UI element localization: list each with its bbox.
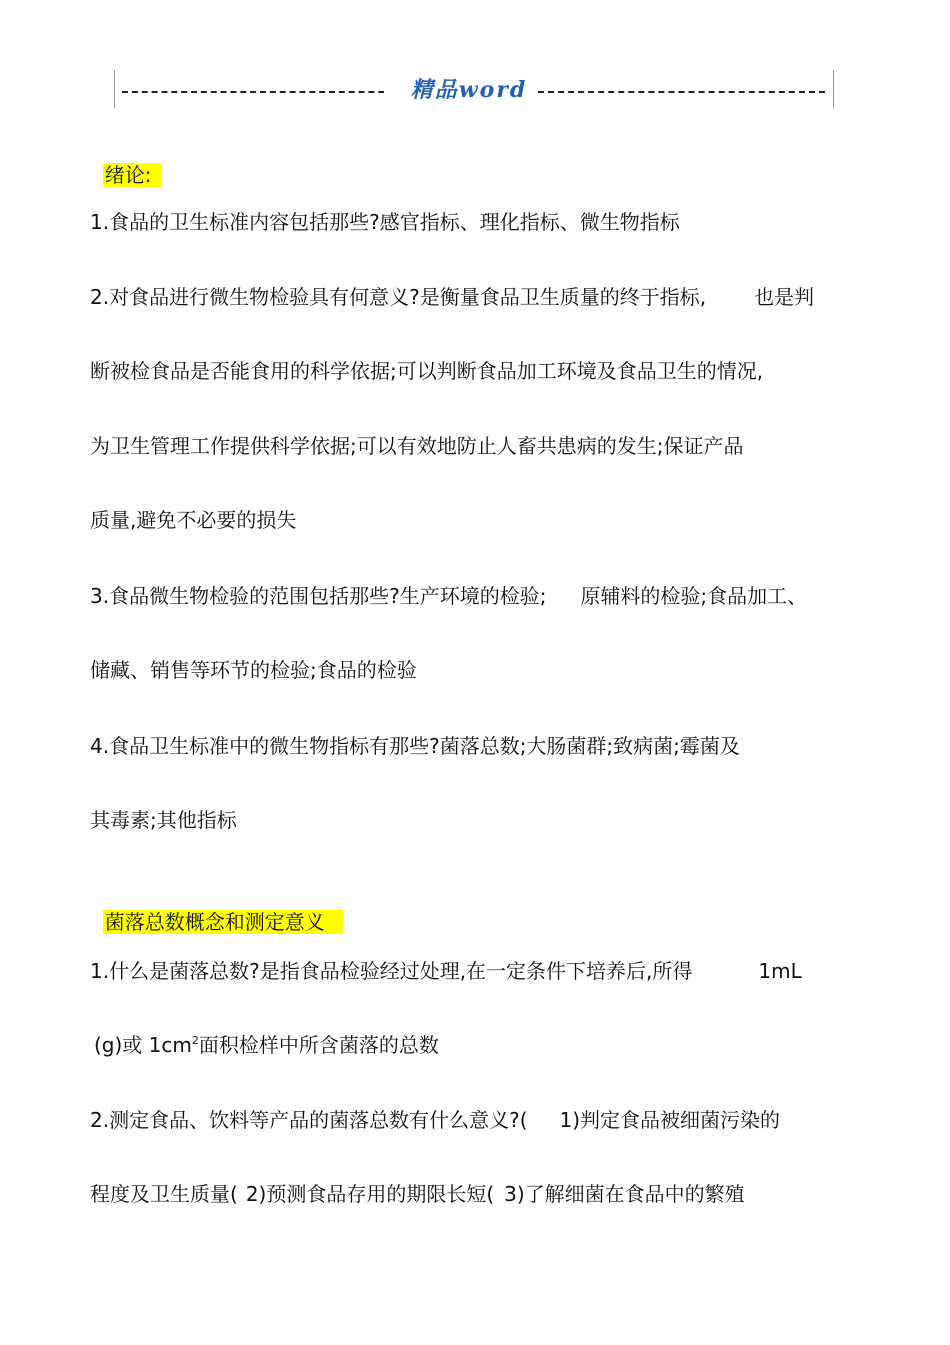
paragraph-line	[90, 283, 814, 311]
header-left-bar	[114, 70, 115, 108]
highlighted-heading: 绪论:	[103, 163, 162, 187]
text-segment: 1mL	[758, 959, 802, 983]
text-segment: 2)预测食品存用的期限长短(	[245, 1182, 495, 1206]
text-segment: 2.对食品进行微生物检验具有何意义?是衡量食品卫生质量的终于指标,	[90, 285, 707, 309]
paragraph-line: 其毒素;其他指标	[90, 808, 237, 832]
header-right-bar	[833, 70, 834, 108]
text-segment: 1)判定食品被细菌污染的	[559, 1108, 781, 1132]
text-segment: 1.什么是菌落总数?是指食品检验经过处理,在一定条件下培养后,所得	[90, 959, 693, 983]
text-segment: 程度及卫生质量(	[90, 1182, 238, 1206]
highlighted-heading: 菌落总数概念和测定意义	[103, 910, 343, 934]
header-brand: 精品word	[384, 73, 554, 104]
paragraph-line	[94, 1031, 439, 1059]
superscript: 2	[191, 1034, 199, 1047]
paragraph-line: 1.食品的卫生标准内容包括那些?感官指标、理化指标、微生物指标	[90, 210, 680, 234]
section-heading-intro	[90, 133, 161, 189]
paragraph-line: 4.食品卫生标准中的微生物指标有那些?菌落总数;大肠菌群;致病菌;霉菌及	[90, 734, 740, 758]
paragraph-line: 为卫生管理工作提供科学依据;可以有效地防止人畜共患病的发生;保证产品	[90, 434, 744, 458]
text-segment: (g)或 1cm	[94, 1033, 192, 1057]
page-header	[114, 70, 834, 110]
paragraph-line	[90, 1180, 745, 1208]
header-left-dashes	[122, 91, 404, 93]
paragraph-line: 断被检食品是否能食用的科学依据;可以判断食品加工环境及食品卫生的情况,	[90, 359, 764, 383]
paragraph-line	[90, 582, 807, 610]
section-heading-colony-count	[90, 880, 343, 936]
paragraph-line	[90, 957, 802, 985]
text-segment: 2.测定食品、饮料等产品的菌落总数有什么意义?(	[90, 1108, 528, 1132]
text-segment: 也是判	[754, 285, 815, 309]
text-segment: 面积检样中所含菌落的总数	[198, 1033, 439, 1057]
paragraph-line	[90, 1106, 780, 1134]
text-segment: 原辅料的检验;食品加工、	[580, 584, 808, 608]
text-segment: 3.食品微生物检验的范围包括那些?生产环境的检验;	[90, 584, 547, 608]
paragraph-line: 质量,避免不必要的损失	[90, 508, 297, 532]
header-right-dashes	[538, 91, 825, 93]
paragraph-line: 储藏、销售等环节的检验;食品的检验	[90, 658, 417, 682]
text-segment: 3)了解细菌在食品中的繁殖	[504, 1182, 745, 1206]
